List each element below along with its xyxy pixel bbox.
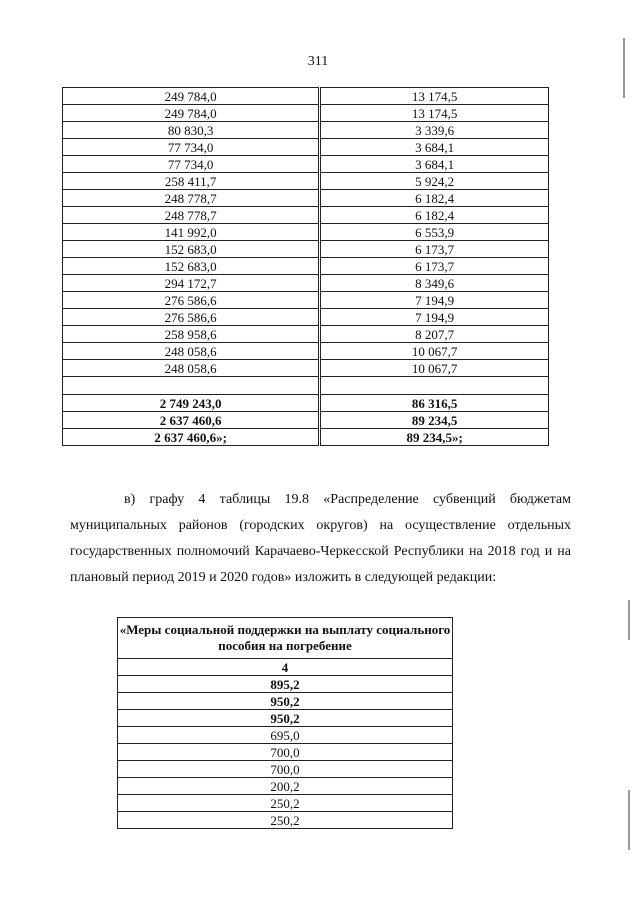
value-cell: 950,2 <box>118 693 453 710</box>
amount-cell: 2 637 460,6 <box>63 412 320 429</box>
table-row <box>63 122 549 139</box>
table-row <box>63 207 549 224</box>
amount-cell: 276 586,6 <box>63 309 320 326</box>
table-row <box>63 241 549 258</box>
amount-cell: 152 683,0 <box>63 241 320 258</box>
table-row <box>118 710 453 727</box>
budget-table <box>62 87 549 446</box>
subvention-cell: 13 174,5 <box>320 88 549 105</box>
table-row <box>63 429 549 446</box>
subvention-cell <box>320 377 549 395</box>
subvention-cell: 6 173,7 <box>320 241 549 258</box>
social-support-table <box>117 617 453 829</box>
table-row <box>118 744 453 761</box>
table-row <box>63 343 549 360</box>
table-row <box>63 309 549 326</box>
table-row <box>63 139 549 156</box>
table-row <box>118 727 453 744</box>
amount-cell: 258 958,6 <box>63 326 320 343</box>
scan-mark <box>628 790 630 850</box>
table-row <box>63 156 549 173</box>
value-cell: 695,0 <box>118 727 453 744</box>
amount-cell: 80 830,3 <box>63 122 320 139</box>
table-header-row <box>118 618 453 659</box>
amount-cell: 141 992,0 <box>63 224 320 241</box>
amount-cell: 77 734,0 <box>63 139 320 156</box>
subvention-cell: 3 684,1 <box>320 156 549 173</box>
subvention-cell: 3 684,1 <box>320 139 549 156</box>
amount-cell: 258 411,7 <box>63 173 320 190</box>
amount-cell: 276 586,6 <box>63 292 320 309</box>
subvention-cell: 7 194,9 <box>320 309 549 326</box>
amount-cell: 248 778,7 <box>63 207 320 224</box>
amount-cell: 77 734,0 <box>63 156 320 173</box>
amount-cell: 2 637 460,6»; <box>63 429 320 446</box>
table-row <box>63 173 549 190</box>
amount-cell: 248 058,6 <box>63 360 320 377</box>
subvention-cell: 6 182,4 <box>320 190 549 207</box>
amendment-paragraph <box>70 487 571 591</box>
table-row <box>63 190 549 207</box>
amount-cell: 294 172,7 <box>63 275 320 292</box>
subvention-cell: 7 194,9 <box>320 292 549 309</box>
subvention-cell: 89 234,5»; <box>320 429 549 446</box>
value-cell: 250,2 <box>118 795 453 812</box>
scan-mark <box>623 38 625 98</box>
subvention-cell: 8 207,7 <box>320 326 549 343</box>
table-row <box>63 258 549 275</box>
subvention-cell: 3 339,6 <box>320 122 549 139</box>
scan-mark <box>628 600 630 640</box>
value-cell: 895,2 <box>118 676 453 693</box>
table-row <box>118 795 453 812</box>
page-number: 311 <box>307 54 329 69</box>
table-row <box>63 412 549 429</box>
table-row <box>118 676 453 693</box>
table-row <box>118 778 453 795</box>
subvention-cell: 8 349,6 <box>320 275 549 292</box>
subvention-cell: 13 174,5 <box>320 105 549 122</box>
amount-cell <box>63 377 320 395</box>
amount-cell: 249 784,0 <box>63 105 320 122</box>
subvention-cell: 86 316,5 <box>320 395 549 412</box>
table-row <box>63 360 549 377</box>
table-row <box>118 812 453 829</box>
subvention-cell: 10 067,7 <box>320 343 549 360</box>
table-row <box>63 105 549 122</box>
table-row <box>63 395 549 412</box>
column-header: «Меры социальной поддержки на выплату социального пособия на погребение <box>118 618 453 659</box>
value-cell: 250,2 <box>118 812 453 829</box>
table-row <box>63 88 549 105</box>
table-row <box>118 693 453 710</box>
subvention-cell: 6 173,7 <box>320 258 549 275</box>
column-number-row <box>118 659 453 676</box>
value-cell: 950,2 <box>118 710 453 727</box>
subvention-cell: 10 067,7 <box>320 360 549 377</box>
amount-cell: 2 749 243,0 <box>63 395 320 412</box>
value-cell: 700,0 <box>118 761 453 778</box>
table-row <box>118 761 453 778</box>
subvention-cell: 6 553,9 <box>320 224 549 241</box>
amount-cell: 249 784,0 <box>63 88 320 105</box>
subvention-cell: 89 234,5 <box>320 412 549 429</box>
amount-cell: 248 058,6 <box>63 343 320 360</box>
value-cell: 200,2 <box>118 778 453 795</box>
table-row <box>63 377 549 395</box>
amendment-text: в) графу 4 таблицы 19.8 «Распределение субвенций бюджетам муниципальных районов (городских округов) на осуществление отдельных государственных полномочий Карачаево-Черкесской Республики на 2018 год и на плановый период 2019 и 2020 годов» изложить в следующей редакции: <box>70 492 571 585</box>
amount-cell: 248 778,7 <box>63 190 320 207</box>
table-row <box>63 275 549 292</box>
value-cell: 700,0 <box>118 744 453 761</box>
table-row <box>63 224 549 241</box>
subvention-cell: 6 182,4 <box>320 207 549 224</box>
amount-cell: 152 683,0 <box>63 258 320 275</box>
table-row <box>63 326 549 343</box>
column-number: 4 <box>118 659 453 676</box>
subvention-cell: 5 924,2 <box>320 173 549 190</box>
table-row <box>63 292 549 309</box>
